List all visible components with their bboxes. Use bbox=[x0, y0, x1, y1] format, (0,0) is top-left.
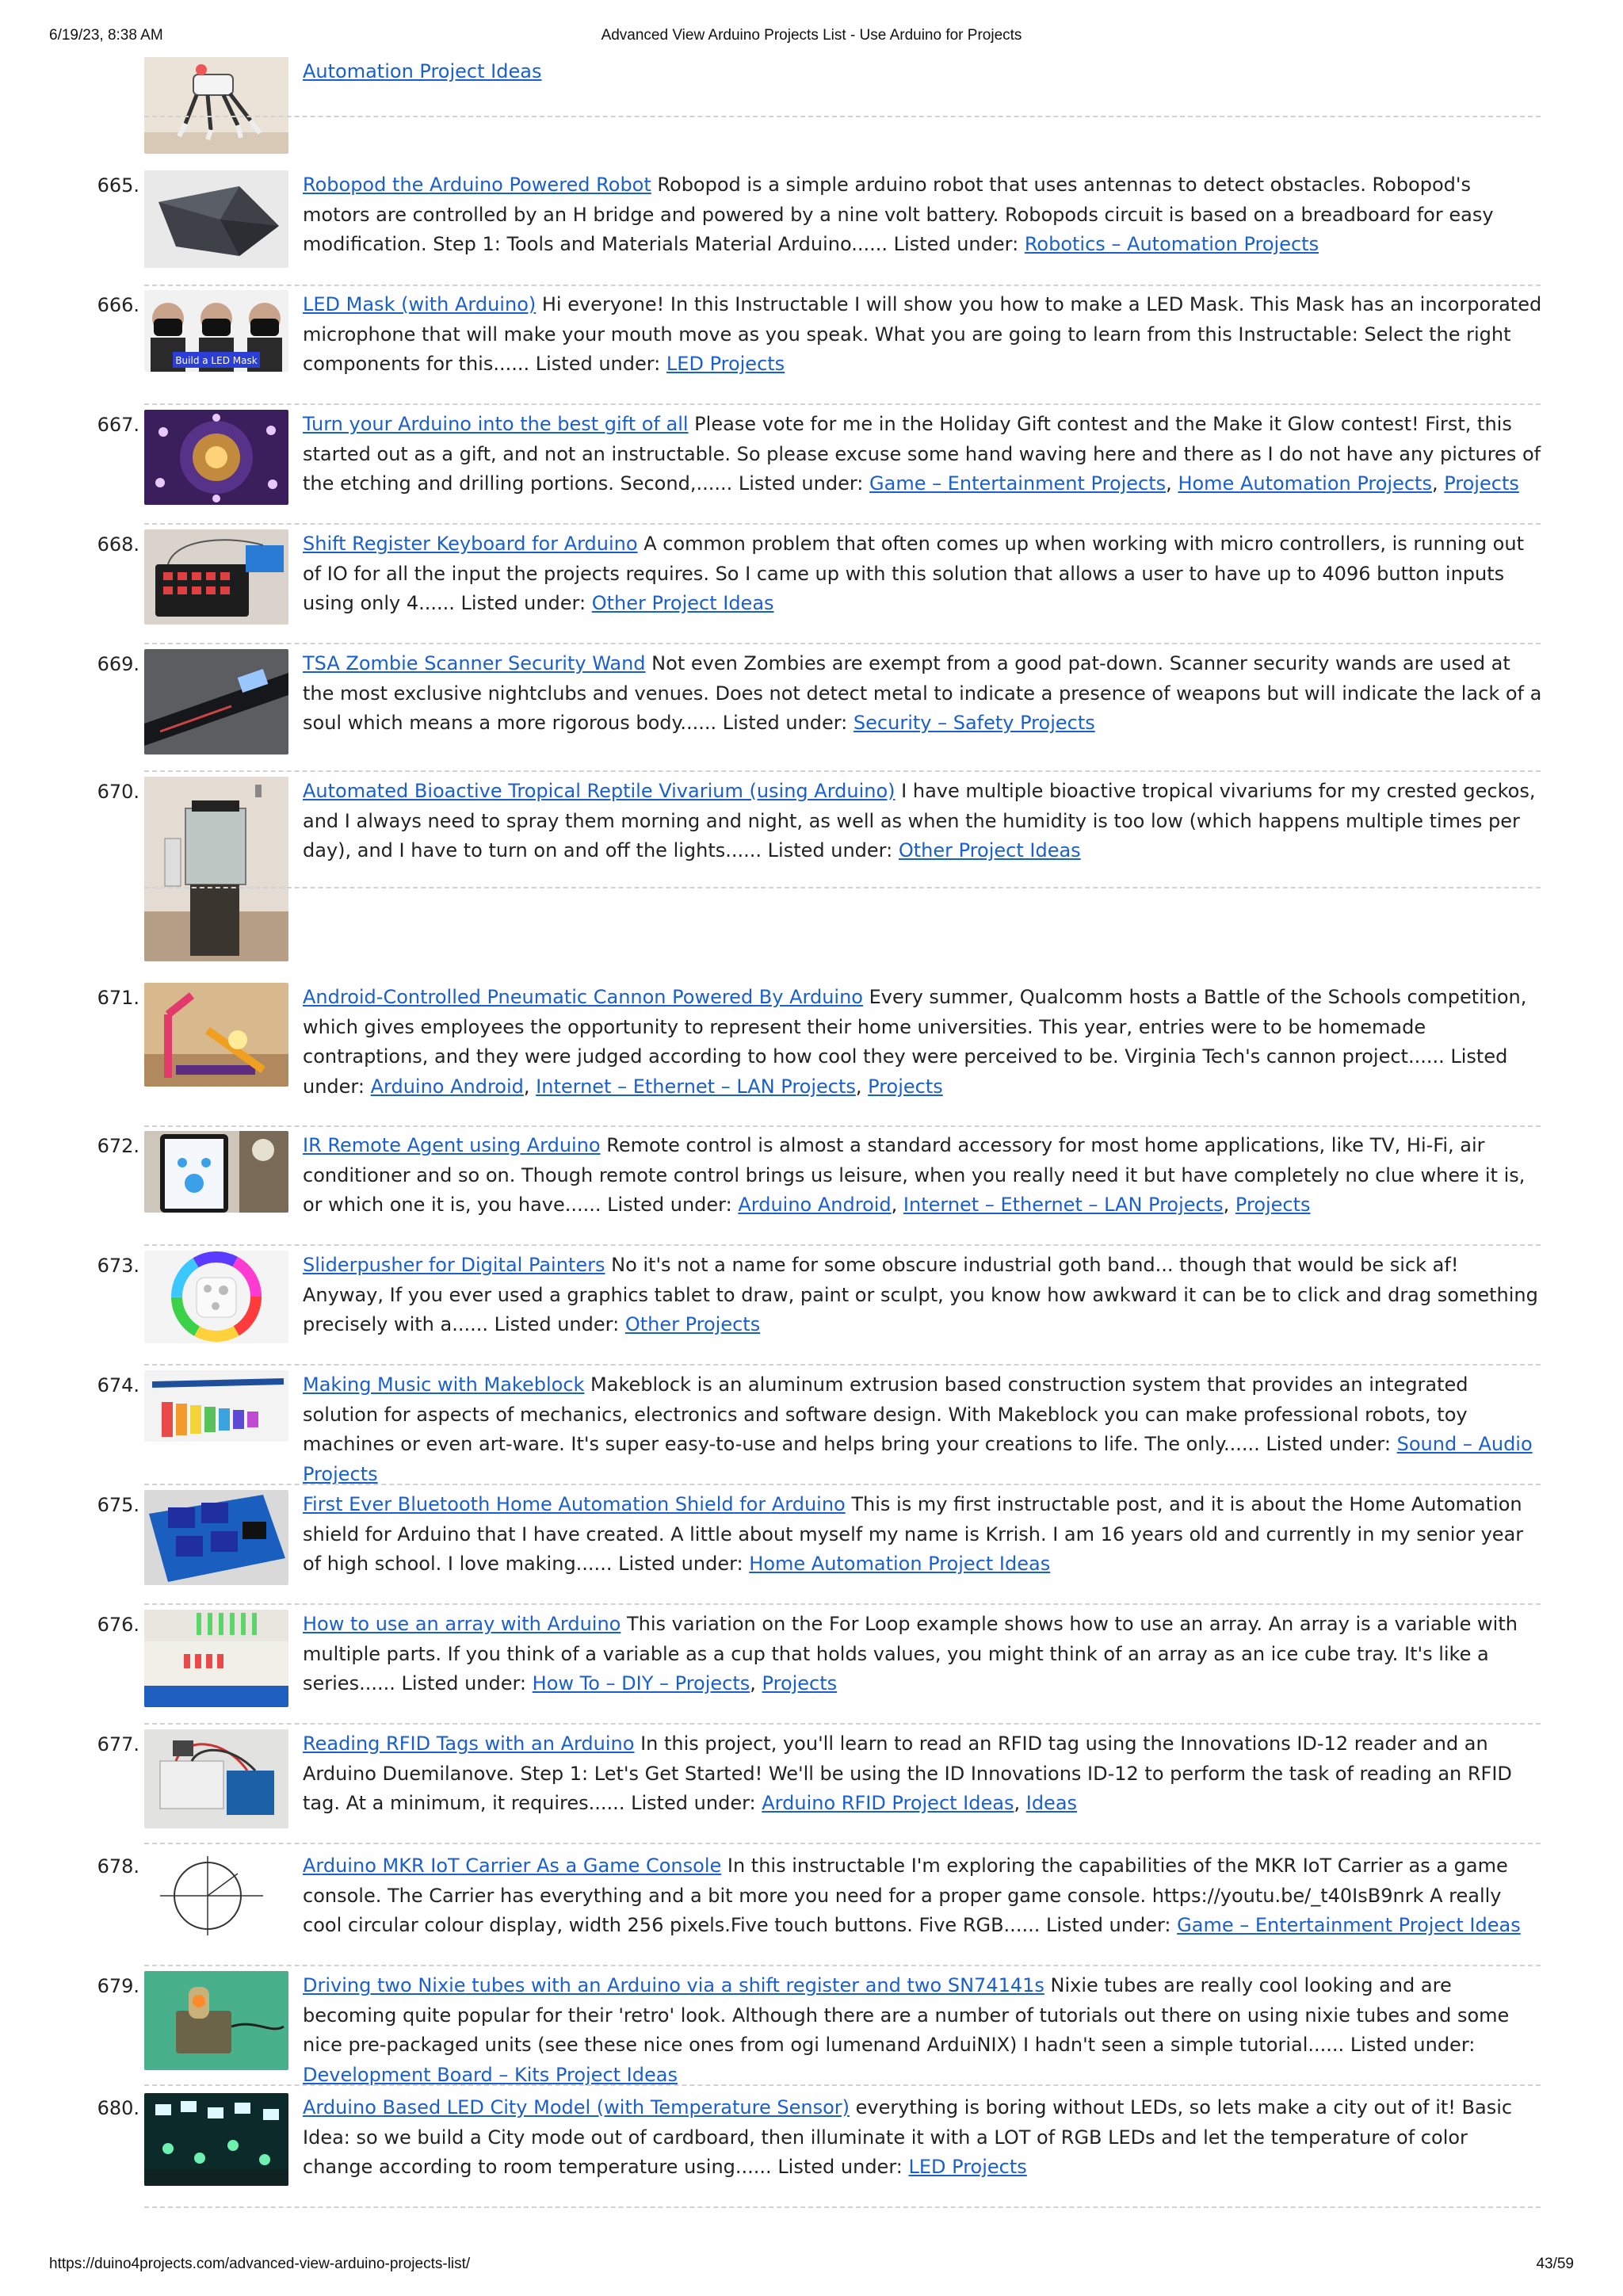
category-link[interactable]: LED Projects bbox=[666, 353, 785, 375]
category-link[interactable]: Arduino Android bbox=[370, 1075, 524, 1098]
project-title-link[interactable]: Driving two Nixie tubes with an Arduino via a shift register and two SN74141s bbox=[303, 1974, 1044, 1996]
listed-under-label: Listed under: bbox=[303, 1045, 1508, 1098]
listed-under-label: Listed under: bbox=[738, 472, 864, 495]
item-text: Android-Controlled Pneumatic Cannon Powered By Arduino Every summer, Qualcomm hosts a Battle of the Schools competition, which gives employees the opportunity to represent their home universities. This year, entries were to be homemade contraptions, and they were judged according to how cool they were perceived to be. Virginia Tech's cannon project...... Listed under: Arduino Android, Internet – Ethernet – LAN Projects, Projects bbox=[303, 986, 1527, 1098]
item-number: 680. bbox=[97, 2097, 139, 2119]
item-text bbox=[303, 1971, 1542, 2090]
item-text bbox=[303, 57, 1542, 87]
color-wheel-icon[interactable] bbox=[144, 1251, 288, 1343]
category-link[interactable]: Ideas bbox=[1025, 1792, 1078, 1814]
item-text: Turn your Arduino into the best gift of all Please vote for me in the Holiday Gift contest and the Make it Glow contest! First, this started out as a gift, and not an instructable. So please excuse some hand waving here and there as I do not have any pictures of the etching and drilling portions. Second,...... Listed under: Game – Entertainment Projects, Home Automation Projects, Projects bbox=[303, 413, 1541, 495]
page-url: https://duino4projects.com/advanced-view-arduino-projects-list/ bbox=[49, 2256, 471, 2272]
project-description: I have multiple bioactive tropical vivariums for my crested geckos, and I always need to spray them morning and night, as well as when the humidity is too low (which happens multiple times per day), and I have to turn on and off the lights...... bbox=[303, 780, 1536, 861]
category-link[interactable]: Robotics – Automation Projects bbox=[1024, 233, 1319, 255]
xylophone-icon[interactable] bbox=[144, 1370, 288, 1442]
listed-under-label: Listed under: bbox=[494, 1313, 620, 1335]
item-number: 673. bbox=[97, 1255, 139, 1277]
category-link[interactable]: Sound – Audio Projects bbox=[303, 1433, 1533, 1485]
separator bbox=[144, 1484, 1541, 1485]
project-title-link[interactable]: Shift Register Keyboard for Arduino bbox=[303, 533, 638, 555]
item-number: 672. bbox=[97, 1135, 139, 1157]
item-number: 678. bbox=[97, 1855, 139, 1878]
breadboard-leds-icon[interactable] bbox=[144, 1610, 288, 1707]
project-description: This variation on the For Loop example shows how to use an array. An array is a variable with multiple parts. If you think of a variable as a cup that holds values, you might think of an array as an ice cube tray. It's like a series...... bbox=[303, 1613, 1518, 1694]
item-text bbox=[303, 1370, 1542, 1489]
separator bbox=[144, 1364, 1541, 1366]
project-description: A common problem that often comes up when working with micro controllers, is running out of IO for all the input the projects requires. So I came up with this solution that allows a user to have up to 4096 button inputs using only 4...... bbox=[303, 533, 1524, 614]
separator bbox=[144, 523, 1541, 525]
item-number: 677. bbox=[97, 1733, 139, 1755]
separator bbox=[144, 1603, 1541, 1605]
category-link[interactable]: Projects bbox=[1444, 472, 1519, 495]
project-description: everything is boring without LEDs, so lets make a city out of it! Basic Idea: so we build a City mode out of cardboard, then illuminate it with a LOT of RGB LEDs and let the temperature of color change according to room temperature using...... bbox=[303, 2096, 1513, 2178]
listed-under-label: Listed under: bbox=[618, 1553, 743, 1575]
item-number: 675. bbox=[97, 1494, 139, 1516]
circle-diagram-icon[interactable] bbox=[144, 1851, 288, 1940]
separator bbox=[144, 770, 1541, 772]
item-text bbox=[303, 290, 1542, 380]
project-title-link[interactable]: TSA Zombie Scanner Security Wand bbox=[303, 652, 646, 674]
vivarium-icon[interactable] bbox=[144, 777, 288, 961]
listed-under-label: Listed under: bbox=[401, 1672, 527, 1694]
item-text bbox=[303, 777, 1542, 866]
listed-under-label: Listed under: bbox=[767, 839, 893, 861]
project-description: Nixie tubes are really cool looking and are becoming quite popular for their 'retro' look. Although there are a number of tutorials out there on using nixie tubes and some nice pre-packaged units (see these nice ones from ogi lumenand ArduiNIX) I hadn't seen a simple tutorial...... bbox=[303, 1974, 1510, 2056]
project-title-link[interactable]: Automated Bioactive Tropical Reptile Vivarium (using Arduino) bbox=[303, 780, 896, 802]
item-number: 667. bbox=[97, 414, 139, 436]
project-description: Hi everyone! In this Instructable I will show you how to make a LED Mask. This Mask has an incorporated microphone that will make your mouth move as you speak. What you are going to learn from this Instructable: Select the right components for this...... bbox=[303, 293, 1542, 375]
category-link[interactable]: Other Projects bbox=[624, 1313, 761, 1335]
led-city-icon[interactable] bbox=[144, 2093, 288, 2186]
security-wand-icon[interactable] bbox=[144, 649, 288, 755]
item-number: 665. bbox=[97, 174, 139, 197]
item-number: 676. bbox=[97, 1614, 139, 1636]
separator bbox=[144, 116, 1541, 117]
separator bbox=[144, 2206, 1541, 2208]
led-mask-icon[interactable] bbox=[144, 290, 288, 372]
pneumatic-cannon-icon[interactable] bbox=[144, 983, 288, 1087]
project-description: This is my first instructable post, and it is about the Home Automation shield for Arduino that I have created. A little about myself my name is Krrish. I am 16 years old and currently in my senior year of high school. I love making...... bbox=[303, 1493, 1524, 1575]
nixie-tube-icon[interactable] bbox=[144, 1971, 288, 2070]
listed-under-label: Listed under: bbox=[777, 2156, 903, 2178]
print-title: Advanced View Arduino Projects List - Use Arduino for Projects bbox=[601, 27, 1022, 44]
project-title-link[interactable]: Sliderpusher for Digital Painters bbox=[303, 1254, 605, 1276]
project-title-link[interactable]: Robopod the Arduino Powered Robot bbox=[303, 174, 651, 196]
category-link[interactable]: Projects bbox=[1235, 1194, 1311, 1216]
glowing-gift-icon[interactable] bbox=[144, 410, 288, 505]
item-text bbox=[303, 1490, 1542, 1580]
separator bbox=[144, 1244, 1541, 1246]
separator bbox=[144, 1723, 1541, 1725]
project-description: Makeblock is an aluminum extrusion based construction system that provides an integrated solution for aspects of mechanics, electronics and software design. With Makeblock you can make professional robots, toy machines or even art-ware. It's super easy-to-use and helps bring your creations to life. The only...... bbox=[303, 1373, 1468, 1455]
page-number: 43/59 bbox=[1536, 2256, 1574, 2272]
project-description: In this instructable I'm exploring the capabilities of the MKR IoT Carrier as a game console. The Carrier has everything and a bit more you need for a proper game console. https://youtu.be/_t40IsB9nrk A really cool circular colour display, width 256 pixels.Five touch buttons. Five RGB...... bbox=[303, 1855, 1508, 1936]
project-description: No it's not a name for some obscure industrial goth band... though that would be sick af! Anyway, If you ever used a graphics tablet to draw, paint or sculpt, you know how awkward it can be to click and drag something precisely with a...... bbox=[303, 1254, 1538, 1335]
robot-dog-icon[interactable] bbox=[144, 57, 288, 154]
item-text bbox=[303, 649, 1542, 739]
project-description: Please vote for me in the Holiday Gift contest and the Make it Glow contest! First, this started out as a gift, and not an instructable. So please excuse some hand waving here and there as I do not have any pictures of the etching and drilling portions. Second,...... bbox=[303, 413, 1541, 495]
listed-under-label: Listed under: bbox=[607, 1194, 732, 1216]
category-link[interactable]: Security – Safety Projects bbox=[853, 712, 1095, 734]
project-title-link[interactable]: Arduino MKR IoT Carrier As a Game Console bbox=[303, 1855, 722, 1877]
item-number: 670. bbox=[97, 781, 139, 803]
project-title-link[interactable]: Turn your Arduino into the best gift of all bbox=[303, 413, 689, 435]
item-text bbox=[303, 2093, 1542, 2183]
item-text bbox=[303, 170, 1542, 260]
project-title-link[interactable]: Making Music with Makeblock bbox=[303, 1373, 585, 1396]
separator bbox=[144, 887, 1541, 888]
project-title-link[interactable]: Reading RFID Tags with an Arduino bbox=[303, 1733, 635, 1755]
category-link[interactable]: Other Project Ideas bbox=[591, 592, 774, 614]
item-text bbox=[303, 1851, 1542, 1941]
item-text: Reading RFID Tags with an Arduino In this project, you'll learn to read an RFID tag using the Innovations ID-12 reader and an Arduino Duemilanove. Step 1: Let's Get Started! We'll be using the ID Innovations ID-12 to perform the task of reading an RFID tag. At a minimum, it requires...... Listed under: Arduino RFID Project Ideas, Ideas bbox=[303, 1733, 1512, 1814]
item-number: 671. bbox=[97, 987, 139, 1009]
separator bbox=[144, 643, 1541, 644]
listed-under-label: Listed under: bbox=[893, 233, 1019, 255]
robopod-icon[interactable] bbox=[144, 170, 288, 268]
category-link[interactable]: Development Board – Kits Project Ideas bbox=[303, 2063, 678, 2086]
project-title-link[interactable]: Arduino Based LED City Model (with Temperature Sensor) bbox=[303, 2096, 850, 2118]
category-link[interactable]: How To – DIY – Projects bbox=[532, 1672, 750, 1694]
project-description: Not even Zombies are exempt from a good pat-down. Scanner security wands are used at the most exclusive nightclubs and venues. Does not detect metal to indicate a presence of weapons but will indicate the lack of a soul which means a more rigorous body...... bbox=[303, 652, 1542, 734]
separator bbox=[144, 2084, 1541, 2086]
listed-under-label: Listed under: bbox=[1266, 1433, 1391, 1455]
phone-remote-icon[interactable] bbox=[144, 1131, 288, 1213]
category-link[interactable]: Projects bbox=[762, 1672, 838, 1694]
item-text bbox=[303, 1251, 1542, 1340]
listed-under-label: Listed under: bbox=[631, 1792, 756, 1814]
category-link[interactable]: Home Automation Project Ideas bbox=[749, 1553, 1051, 1575]
category-link[interactable]: Internet – Ethernet – LAN Projects bbox=[536, 1075, 856, 1098]
item-number: 674. bbox=[97, 1374, 139, 1396]
listed-under-label: Listed under: bbox=[1350, 2034, 1476, 2056]
listed-under-label: Listed under: bbox=[535, 353, 661, 375]
item-text: IR Remote Agent using Arduino Remote control is almost a standard accessory for most home applications, like TV, Hi-Fi, air conditioner and so on. Though remote control brings us leisure, when you really need it but have completely no clue where it is, or which one it is, you have...... Listed under: Arduino Android, Internet – Ethernet – LAN Projects, Projects bbox=[303, 1134, 1526, 1216]
keyboard-icon[interactable] bbox=[144, 529, 288, 625]
rfid-reader-icon[interactable] bbox=[144, 1729, 288, 1828]
project-title-link[interactable]: LED Mask (with Arduino) bbox=[303, 293, 537, 315]
thumb-caption: Build a LED Mask bbox=[175, 355, 258, 366]
project-description: Every summer, Qualcomm hosts a Battle of the Schools competition, which gives employees the opportunity to represent their home universities. This year, entries were to be homemade contraptions, and they were judged according to how cool they were perceived to be. Virginia Tech's cannon project...... bbox=[303, 986, 1527, 1068]
item-text bbox=[303, 529, 1542, 619]
category-link[interactable]: Game – Entertainment Project Ideas bbox=[1177, 1914, 1521, 1936]
relay-shield-icon[interactable] bbox=[144, 1490, 288, 1585]
category-link[interactable]: Other Project Ideas bbox=[898, 839, 1081, 861]
print-datetime: 6/19/23, 8:38 AM bbox=[49, 27, 163, 44]
category-link[interactable]: Internet – Ethernet – LAN Projects bbox=[903, 1194, 1224, 1216]
item-number: 666. bbox=[97, 294, 139, 316]
category-link[interactable]: LED Projects bbox=[908, 2156, 1027, 2178]
project-description: Robopod is a simple arduino robot that uses antennas to detect obstacles. Robopod's motors are controlled by an H bridge and powered by a nine volt battery. Robopods circuit is based on a breadboard for easy modification. Step 1: Tools and Materials Material Arduino...... bbox=[303, 174, 1494, 255]
project-title-link[interactable]: Android-Controlled Pneumatic Cannon Powered By Arduino bbox=[303, 986, 863, 1008]
category-link[interactable]: Game – Entertainment Projects bbox=[869, 472, 1167, 495]
project-description: Remote control is almost a standard accessory for most home applications, like TV, Hi-Fi, air conditioner and so on. Though remote control brings us leisure, when you really need it but have completely no clue where it is, or which one it is, you have...... bbox=[303, 1134, 1526, 1216]
separator bbox=[144, 403, 1541, 405]
project-title-link[interactable]: IR Remote Agent using Arduino bbox=[303, 1134, 601, 1156]
category-link[interactable]: Arduino RFID Project Ideas bbox=[762, 1792, 1014, 1814]
separator bbox=[144, 1965, 1541, 1966]
project-title-link[interactable]: First Ever Bluetooth Home Automation Shield for Arduino bbox=[303, 1493, 846, 1515]
category-link[interactable]: Arduino Android bbox=[738, 1194, 892, 1216]
project-description: In this project, you'll learn to read an RFID tag using the Innovations ID-12 reader and an Arduino Duemilanove. Step 1: Let's Get Started! We'll be using the ID Innovations ID-12 to perform the task of reading an RFID tag. At a minimum, it requires...... bbox=[303, 1733, 1512, 1814]
separator bbox=[144, 1125, 1541, 1127]
item-number: 679. bbox=[97, 1975, 139, 1997]
project-title-link[interactable]: How to use an array with Arduino bbox=[303, 1613, 621, 1635]
item-text: How to use an array with Arduino This variation on the For Loop example shows how to use an array. An array is a variable with multiple parts. If you think of a variable as a cup that holds values, you might think of an array as an ice cube tray. It's like a series...... Listed under: How To – DIY – Projects, Projects bbox=[303, 1613, 1518, 1694]
item-number: 669. bbox=[97, 653, 139, 675]
listed-under-label: Listed under: bbox=[722, 712, 848, 734]
listed-under-label: Listed under: bbox=[460, 592, 586, 614]
category-link[interactable]: Home Automation Projects bbox=[1178, 472, 1432, 495]
listed-under-label: Listed under: bbox=[1045, 1914, 1171, 1936]
separator bbox=[144, 285, 1541, 286]
category-link[interactable]: Projects bbox=[868, 1075, 943, 1098]
category-link[interactable]: Automation Project Ideas bbox=[303, 60, 542, 82]
separator bbox=[144, 1843, 1541, 1844]
item-number: 668. bbox=[97, 533, 139, 556]
print-header bbox=[0, 27, 1623, 51]
